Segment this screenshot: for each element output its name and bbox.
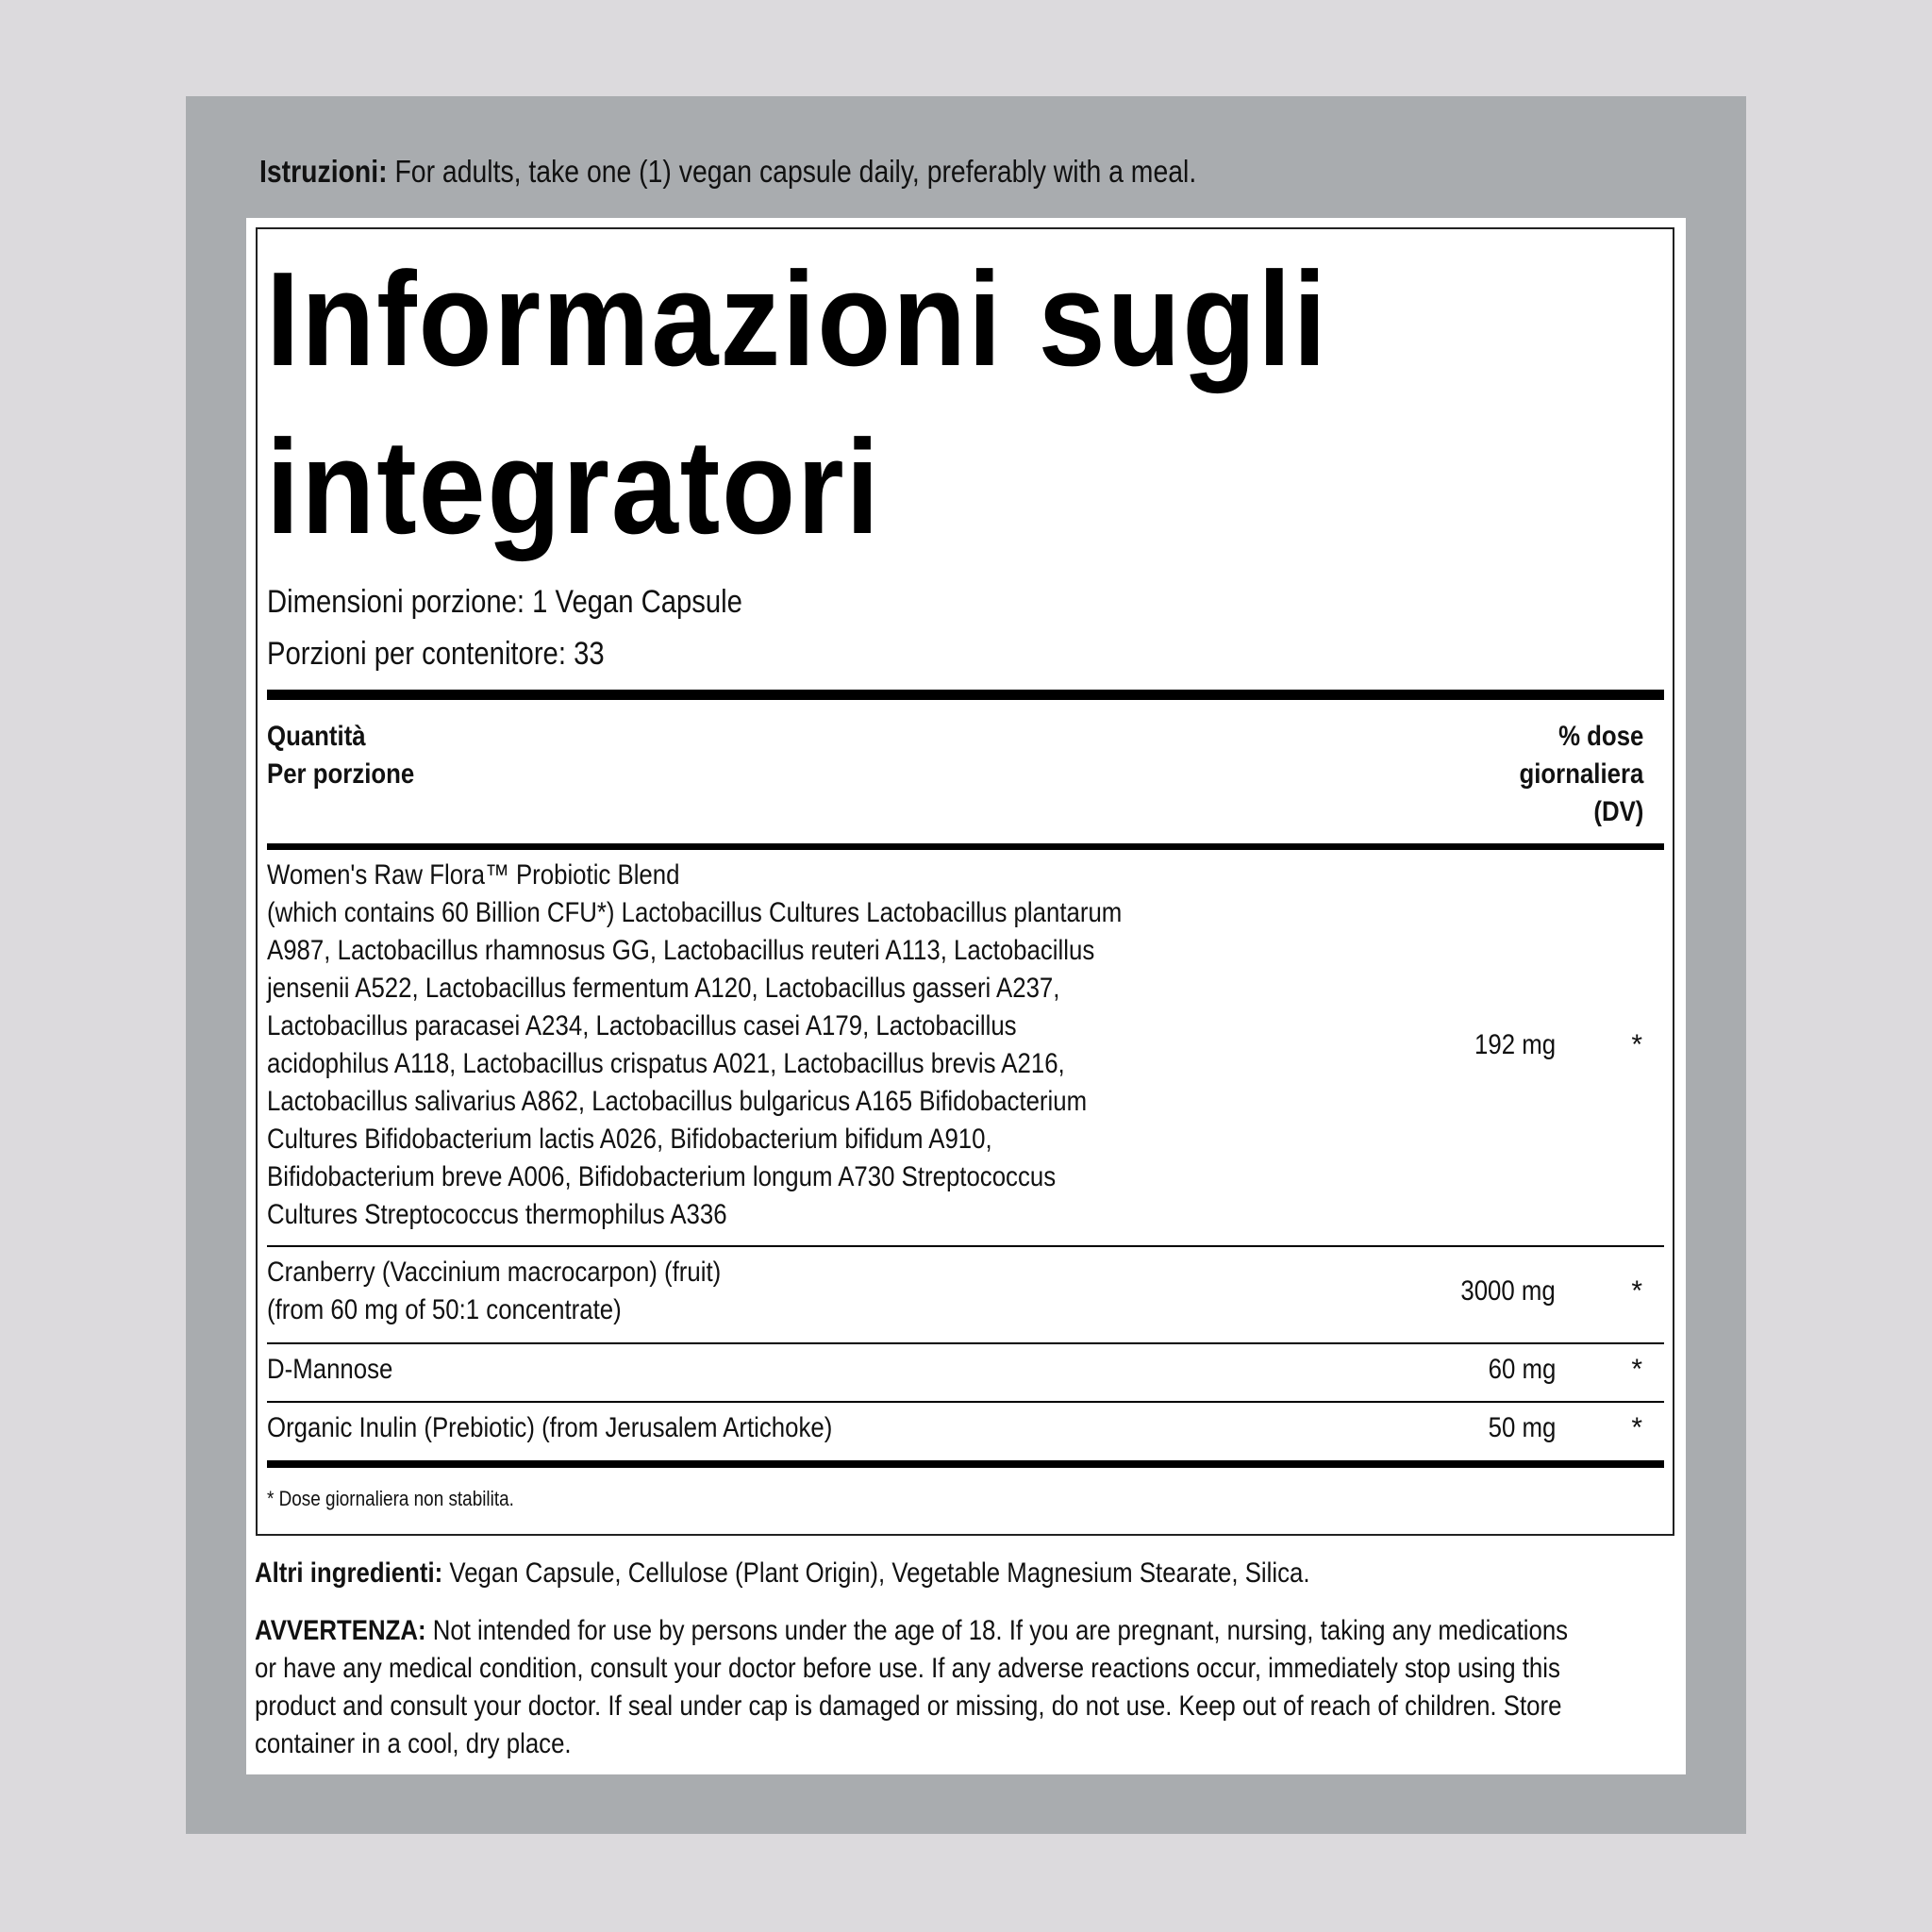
other-ingredients-label: Altri ingredienti: <box>255 1557 443 1589</box>
row-divider <box>267 1401 1664 1403</box>
ingredient-line: (from 60 mg of 50:1 concentrate) <box>267 1294 622 1325</box>
ingredient-line: Bifidobacterium breve A006, Bifidobacterium longum A730 Streptococcus <box>267 1161 1057 1192</box>
dv-header-line2: giornaliera <box>1519 758 1643 790</box>
ingredient-line: A987, Lactobacillus rhamnosus GG, Lactobacillus reuteri A113, Lactobacillus <box>267 935 1095 966</box>
row-divider <box>267 1245 1664 1247</box>
ingredient-line: Women's Raw Flora™ Probiotic Blend <box>267 859 680 891</box>
ingredient-amount-d-mannose: 60 mg <box>1488 1354 1556 1385</box>
ingredient-line: Cultures Bifidobacterium lactis A026, Bifidobacterium bifidum A910, <box>267 1124 992 1155</box>
ingredient-line: Lactobacillus paracasei A234, Lactobacillus casei A179, Lactobacillus <box>267 1010 1017 1041</box>
ingredient-line: D-Mannose <box>267 1354 393 1385</box>
dv-header-line3: (DV) <box>1592 796 1643 827</box>
warning-label: AVVERTENZA: <box>255 1615 426 1646</box>
warning-block <box>255 1612 1650 1763</box>
dv-header-line1: % dose <box>1557 721 1643 752</box>
warning-line: container in a cool, dry place. <box>255 1728 572 1759</box>
other-ingredients-text: Vegan Capsule, Cellulose (Plant Origin), Vegetable Magnesium Stearate, Silica. <box>442 1557 1310 1589</box>
ingredient-dv-d-mannose: * <box>1631 1354 1642 1385</box>
ingredient-name-cranberry <box>267 1254 1119 1329</box>
ingredient-name-organic-inulin <box>267 1409 1119 1447</box>
thick-rule-bottom <box>267 1460 1664 1468</box>
ingredient-line: Organic Inulin (Prebiotic) (from Jerusalem Artichoke) <box>267 1412 833 1443</box>
ingredient-dv-probiotic-blend: * <box>1631 1029 1642 1060</box>
directions-label: Istruzioni: <box>259 154 388 189</box>
daily-value-footnote: * Dose giornaliera non stabilita. <box>267 1487 514 1510</box>
ingredient-name-probiotic-blend <box>267 857 1123 1234</box>
warning-line <box>255 1612 1650 1650</box>
row-divider <box>267 1342 1664 1344</box>
ingredient-amount-cranberry: 3000 mg <box>1460 1275 1556 1307</box>
directions-text: For adults, take one (1) vegan capsule daily, preferably with a meal. <box>387 154 1197 189</box>
ingredient-line: (which contains 60 Billion CFU*) Lactobacillus Cultures Lactobacillus plantarum <box>267 897 1123 928</box>
servings-per-container: Porzioni per contenitore: 33 <box>267 636 605 672</box>
ingredient-line: Cranberry (Vaccinium macrocarpon) (fruit) <box>267 1257 722 1288</box>
thick-rule-header <box>267 843 1664 850</box>
amount-header-line2: Per porzione <box>267 758 415 790</box>
ingredient-line: Lactobacillus salivarius A862, Lactobacillus bulgaricus A165 Bifidobacterium <box>267 1086 1088 1117</box>
ingredient-line: jensenii A522, Lactobacillus fermentum A120, Lactobacillus gasseri A237, <box>267 973 1060 1004</box>
daily-value-header <box>1519 718 1643 831</box>
other-ingredients <box>255 1555 1310 1592</box>
warning-text: Not intended for use by persons under the age of 18. If you are pregnant, nursing, taking any medications <box>425 1615 1569 1646</box>
warning-line: product and consult your doctor. If seal under cap is damaged or missing, do not use. Keep out of reach of children. Store <box>255 1690 1562 1722</box>
amount-header-line1: Quantità <box>267 721 366 752</box>
ingredient-name-d-mannose <box>267 1351 1119 1389</box>
ingredient-amount-organic-inulin: 50 mg <box>1488 1412 1556 1443</box>
ingredient-line: Cultures Streptococcus thermophilus A336 <box>267 1199 727 1230</box>
ingredient-amount-probiotic-blend: 192 mg <box>1474 1029 1556 1060</box>
ingredient-dv-cranberry: * <box>1631 1275 1642 1307</box>
serving-size: Dimensioni porzione: 1 Vegan Capsule <box>267 584 742 620</box>
amount-per-serving-header <box>267 718 414 793</box>
warning-line: or have any medical condition, consult your doctor before use. If any adverse reactions occur, immediately stop using this <box>255 1653 1560 1684</box>
facts-title: Informazioni sugli integratori <box>266 244 1328 562</box>
directions <box>259 151 1196 192</box>
ingredient-dv-organic-inulin: * <box>1631 1412 1642 1443</box>
thick-rule-top <box>267 690 1664 700</box>
ingredient-line: acidophilus A118, Lactobacillus crispatus A021, Lactobacillus brevis A216, <box>267 1048 1065 1079</box>
